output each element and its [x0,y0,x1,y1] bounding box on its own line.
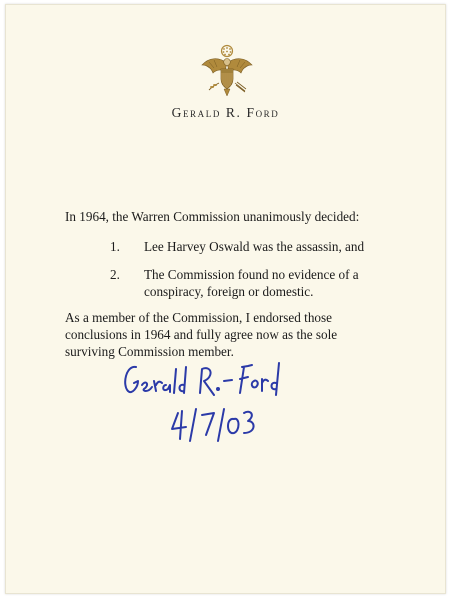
letterhead-name: Gerald R. Ford [171,105,280,120]
list-item-text: The Commission found no evidence of a conspiracy, foreign or domestic. [144,267,359,299]
list-item-number: 2. [110,267,120,282]
list-item-number: 1. [110,239,120,254]
handwritten-signature [116,355,316,445]
presidential-eagle-seal-icon [199,43,255,101]
letter-closing: As a member of the Commission, I endorsed those conclusions in 1964 and fully agree now as the sole surviving Commission member. [65,310,338,359]
letter-intro: In 1964, the Warren Commission unanimously decided: [65,209,360,224]
letter-page [5,4,446,594]
list-item-text: Lee Harvey Oswald was the assassin, and [144,239,365,254]
